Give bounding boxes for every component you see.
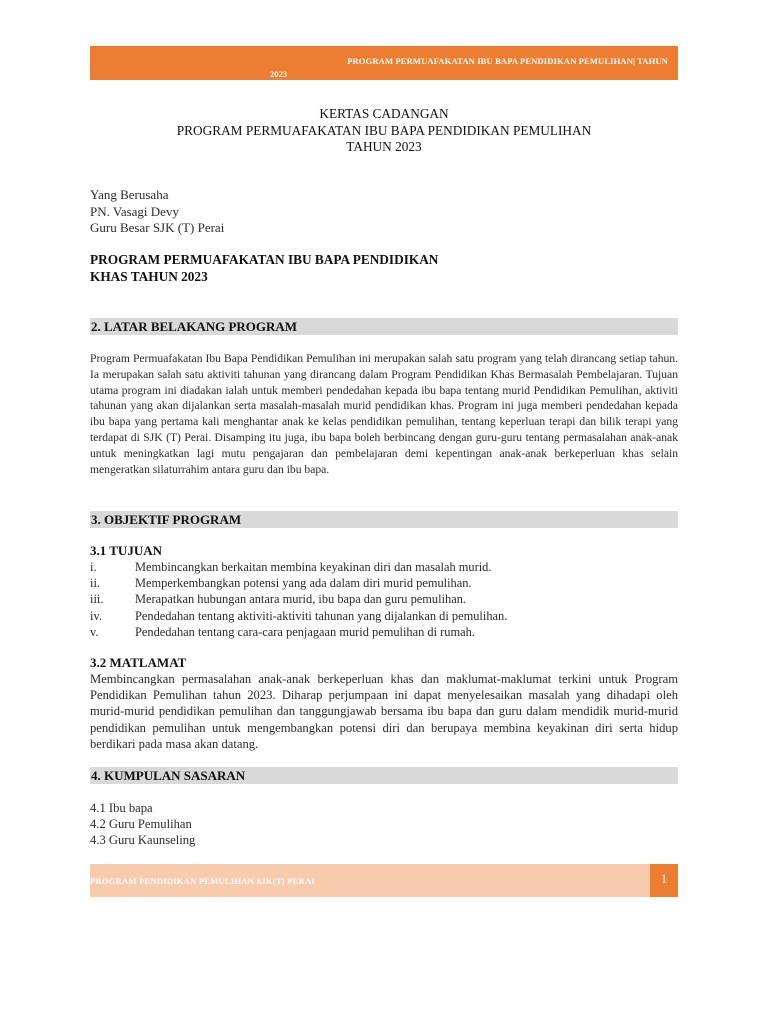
list-item (90, 575, 678, 591)
list-item-number: iii. (90, 592, 104, 607)
page-header-band (90, 46, 678, 80)
title-line-3: TAHUN 2023 (346, 139, 422, 154)
list-item: 4.1 Ibu bapa (90, 801, 153, 815)
addressee-name: PN. Vasagi Devy (90, 203, 179, 219)
list-item-text: Memperkembangkan potensi yang ada dalam diri murid pemulihan. (135, 576, 472, 591)
list-item-text: Pendedahan tentang aktiviti-aktiviti tahunan yang dijalankan di pemulihan. (135, 608, 508, 623)
list-item (90, 559, 678, 575)
list-item-number: iv. (90, 608, 102, 623)
salutation: Yang Berusaha (90, 187, 169, 202)
addressee-position: Guru Besar SJK (T) Perai (90, 220, 225, 235)
list-item-number: i. (90, 560, 97, 574)
list-item-text: Pendedahan tentang cara-cara penjagaan murid pemulihan di rumah. (135, 624, 475, 639)
addressee-block (90, 187, 650, 237)
title-line-1: KERTAS CADANGAN (319, 106, 449, 121)
background-paragraph: Program Permuafakatan Ibu Bapa Pendidikan Pemulihan ini merupakan salah satu program yang telah dirancang setiap tahun. Ia merupakan salah satu aktiviti tahunan yang dirancang dalam Program Pendidikan Khas Bermasalah Pembelajaran. Tujuan utama program ini diadakan ialah untuk memberi pendedahan kepada ibu bapa tentang murid Pendidikan Pemulihan, aktiviti tahunan yang akan dijalankan serta masalah-masalah murid pendidikan khas. Program ini juga memberi pendedahan kepada ibu bapa yang pertama kali menghantar anak ke kelas pendidikan pemulihan, tentang keperluan terapi dan bilik terapi yang terdapat di SJK (T) Perai. Disamping itu juga, ibu bapa boleh berbincang dengan guru-guru tentang permasalahan anak-anak untuk meningkatkan lagi mutu pengajaran dan pembelajaran demi kepentingan anak-anak berkeperluan khas selain mengeratkan silaturrahim antara guru dan ibu bapa. (90, 352, 678, 476)
list-item-number: ii. (90, 576, 100, 591)
section-heading-background: 2. LATAR BELAKANG PROGRAM (90, 318, 678, 335)
program-heading-line2: KHAS TAHUN 2023 (90, 268, 208, 284)
header-title-line2: 2023 (270, 69, 288, 79)
subheading-matlamat: 3.2 MATLAMAT (90, 655, 187, 670)
list-item (90, 624, 678, 640)
list-item: 4.3 Guru Kaunseling (90, 833, 196, 848)
list-item-text: Merapatkan hubungan antara murid, ibu bapa dan guru pemulihan. (135, 592, 467, 607)
page-footer-band (90, 864, 650, 897)
list-item-text: Membincangkan berkaitan membina keyakinan diri dan masalah murid. (135, 560, 492, 574)
header-title-line1: PROGRAM PERMUAFAKATAN IBU BAPA PENDIDIKAN PEMULIHAN| TAHUN (347, 56, 668, 66)
title-line-2: PROGRAM PERMUAFAKATAN IBU BAPA PENDIDIKAN PEMULIHAN (176, 122, 592, 138)
program-heading (90, 252, 650, 285)
matlamat-paragraph: Membincangkan permasalahan anak-anak berkeperluan khas dan maklumat-maklumat terkini untuk Program Pendidikan Pemulihan tahun 2023. Diharap perjumpaan ini dapat menyelesaikan masalah yang dihadapi oleh murid-murid pendidikan pemulihan dan tanggungjawab bersama ibu bapa dan guru dalam mendidik murid-murid pendidikan pemulihan untuk mengembangkan potensi diri dan berupaya membina keyakinan diri serta hidup berdikari pada masa akan datang. (90, 672, 678, 751)
list-item (90, 591, 678, 607)
section-heading-objectives: 3. OBJEKTIF PROGRAM (90, 511, 678, 528)
document-title (90, 106, 678, 156)
footer-text: PROGRAM PENDIDIKAN PEMULIHAN SJK(T) PERAI (90, 876, 315, 886)
section-heading-target-group: 4. KUMPULAN SASARAN (90, 767, 678, 784)
program-heading-line1: PROGRAM PERMUAFAKATAN IBU BAPA PENDIDIKAN (90, 252, 439, 267)
list-item-number: v. (90, 624, 99, 639)
subheading-tujuan: 3.1 TUJUAN (90, 543, 162, 558)
tujuan-list (90, 559, 678, 640)
list-item (90, 608, 678, 624)
list-item: 4.2 Guru Pemulihan (90, 817, 192, 832)
target-group-list (90, 800, 490, 849)
page-number: 1 (650, 864, 678, 897)
